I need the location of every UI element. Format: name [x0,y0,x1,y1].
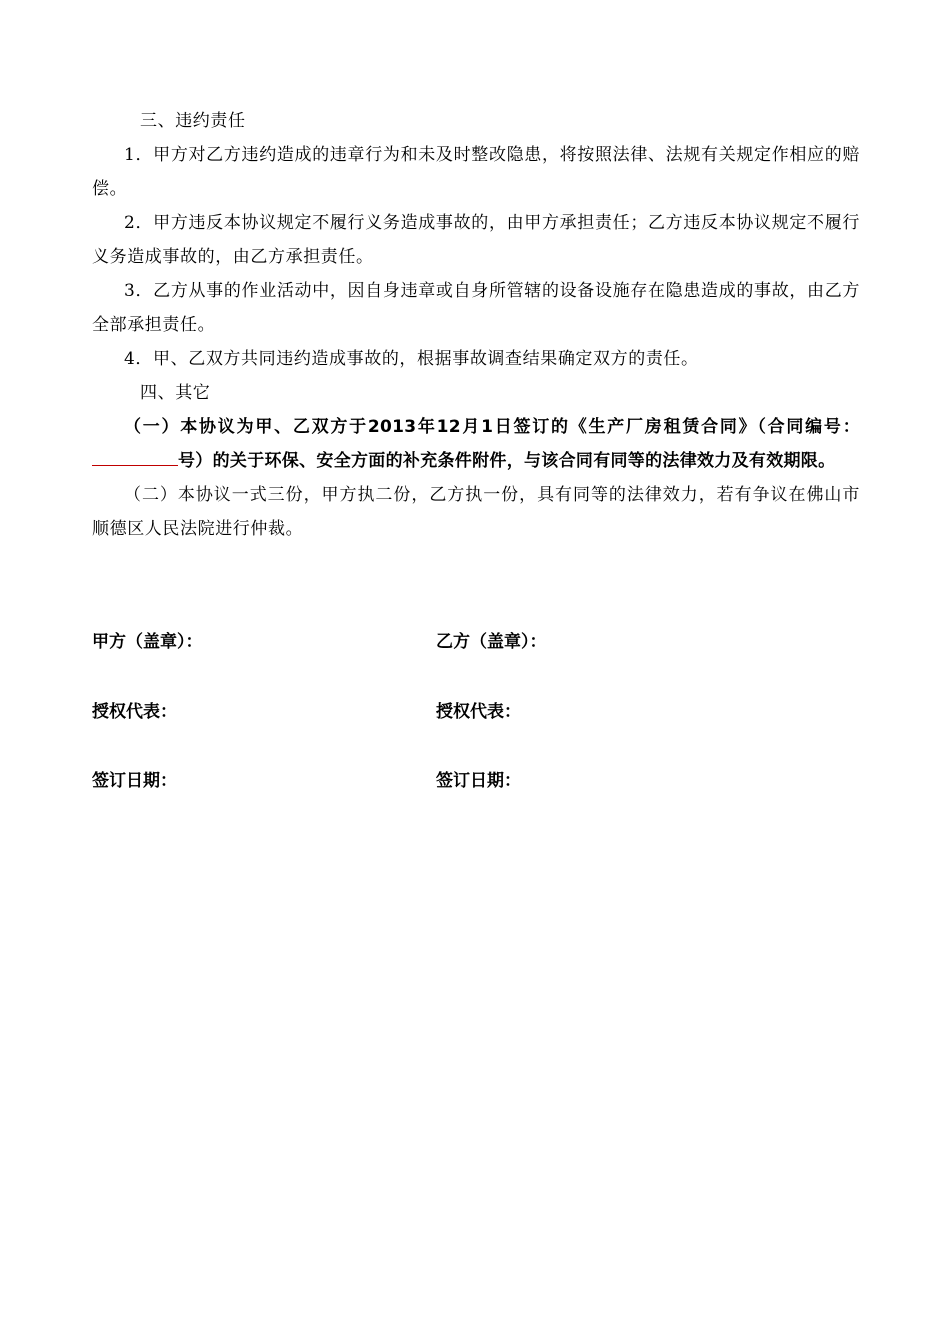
party-a-rep-label: 授权代表： [92,702,177,722]
other-item-1 [92,410,860,478]
breach-item-3: 3．乙方从事的作业活动中，因自身违章或自身所管辖的设备设施存在隐患造成的事故，由乙方全部承担责任。 [92,281,860,335]
document-body [92,104,860,546]
party-b-date-label: 签订日期： [436,771,521,791]
breach-item-4: 4．甲、乙双方共同违约造成事故的，根据事故调查结果确定双方的责任。 [124,349,699,369]
contract-number-blank [92,447,178,466]
party-a-seal-label: 甲方（盖章）： [92,632,203,652]
other-item-1-text-after: 号）的关于环保、安全方面的补充条件附件，与该合同有同等的法律效力及有效期限。 [178,451,836,471]
other-item-1-text-before: （一）本协议为甲、乙双方于2013年12月1日签订的《生产厂房租赁合同》（合同编号： [124,417,860,437]
breach-item-1: 1．甲方对乙方违约造成的违章行为和未及时整改隐患，将按照法律、法规有关规定作相应的赔偿。 [92,145,860,199]
party-b-seal-label: 乙方（盖章）： [436,632,547,652]
party-b-rep-label: 授权代表： [436,702,521,722]
section-heading-other: 四、其它 [140,383,211,403]
party-a-date-label: 签订日期： [92,771,177,791]
breach-item-2: 2．甲方违反本协议规定不履行义务造成事故的，由甲方承担责任；乙方违反本协议规定不履行义务造成事故的，由乙方承担责任。 [92,213,860,267]
other-item-2: （二）本协议一式三份，甲方执二份，乙方执一份，具有同等的法律效力，若有争议在佛山市顺德区人民法院进行仲裁。 [92,485,860,539]
section-heading-breach: 三、违约责任 [140,111,246,131]
